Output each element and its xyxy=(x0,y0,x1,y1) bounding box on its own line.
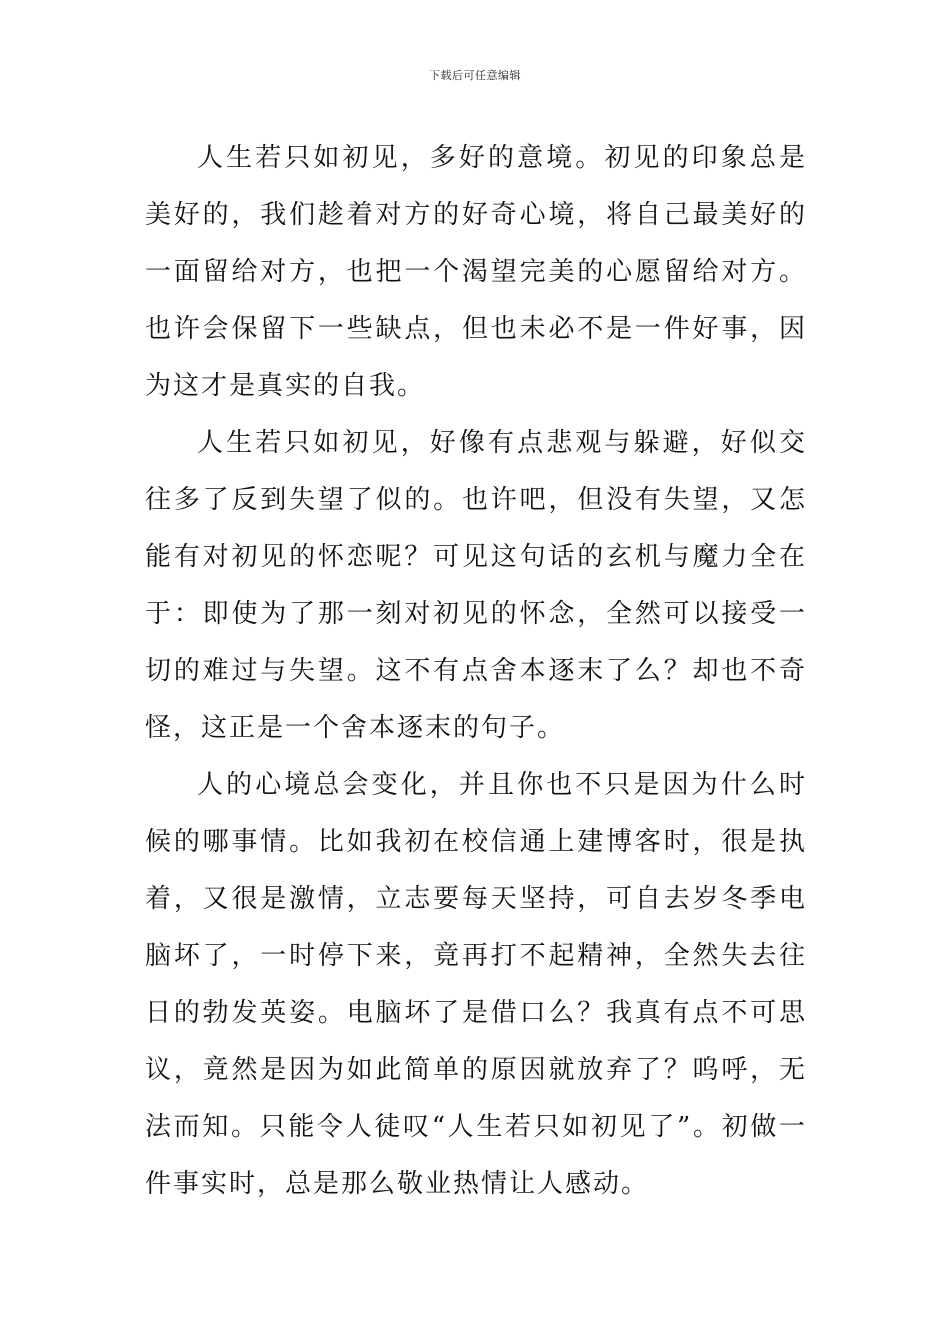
header-note: 下载后可任意编辑 xyxy=(429,69,521,82)
paragraph-3: 人的心境总会变化，并且你也不只是因为什么时候的哪事情。比如我初在校信通上建博客时，很是执着，又很是激情，立志要每天坚持，可自去岁冬季电脑坏了，一时停下来，竟再打不起精神，全然失去往日的勃发英姿。电脑坏了是借口么？我真有点不可思议，竟然是因为如此简单的原因就放弃了？呜呼，无法而知。只能令人徒叹“人生若只如初见了”。初做一件事实时，总是那么敬业热情让人感动。 xyxy=(145,770,807,1199)
document-body xyxy=(145,130,807,1213)
paragraph-2: 人生若只如初见，好像有点悲观与躲避，好似交往多了反到失望了似的。也许吧，但没有失望，又怎能有对初见的怀恋呢？可见这句话的玄机与魔力全在于：即使为了那一刻对初见的怀念，全然可以接受一切的难过与失望。这不有点舍本逐末了么？却也不奇怪，这正是一个舍本逐末的句子。 xyxy=(145,428,807,743)
paragraph-1: 人生若只如初见，多好的意境。初见的印象总是美好的，我们趁着对方的好奇心境，将自己最美好的一面留给对方，也把一个渴望完美的心愿留给对方。也许会保留下一些缺点，但也未必不是一件好事，因为这才是真实的自我。 xyxy=(145,143,807,401)
